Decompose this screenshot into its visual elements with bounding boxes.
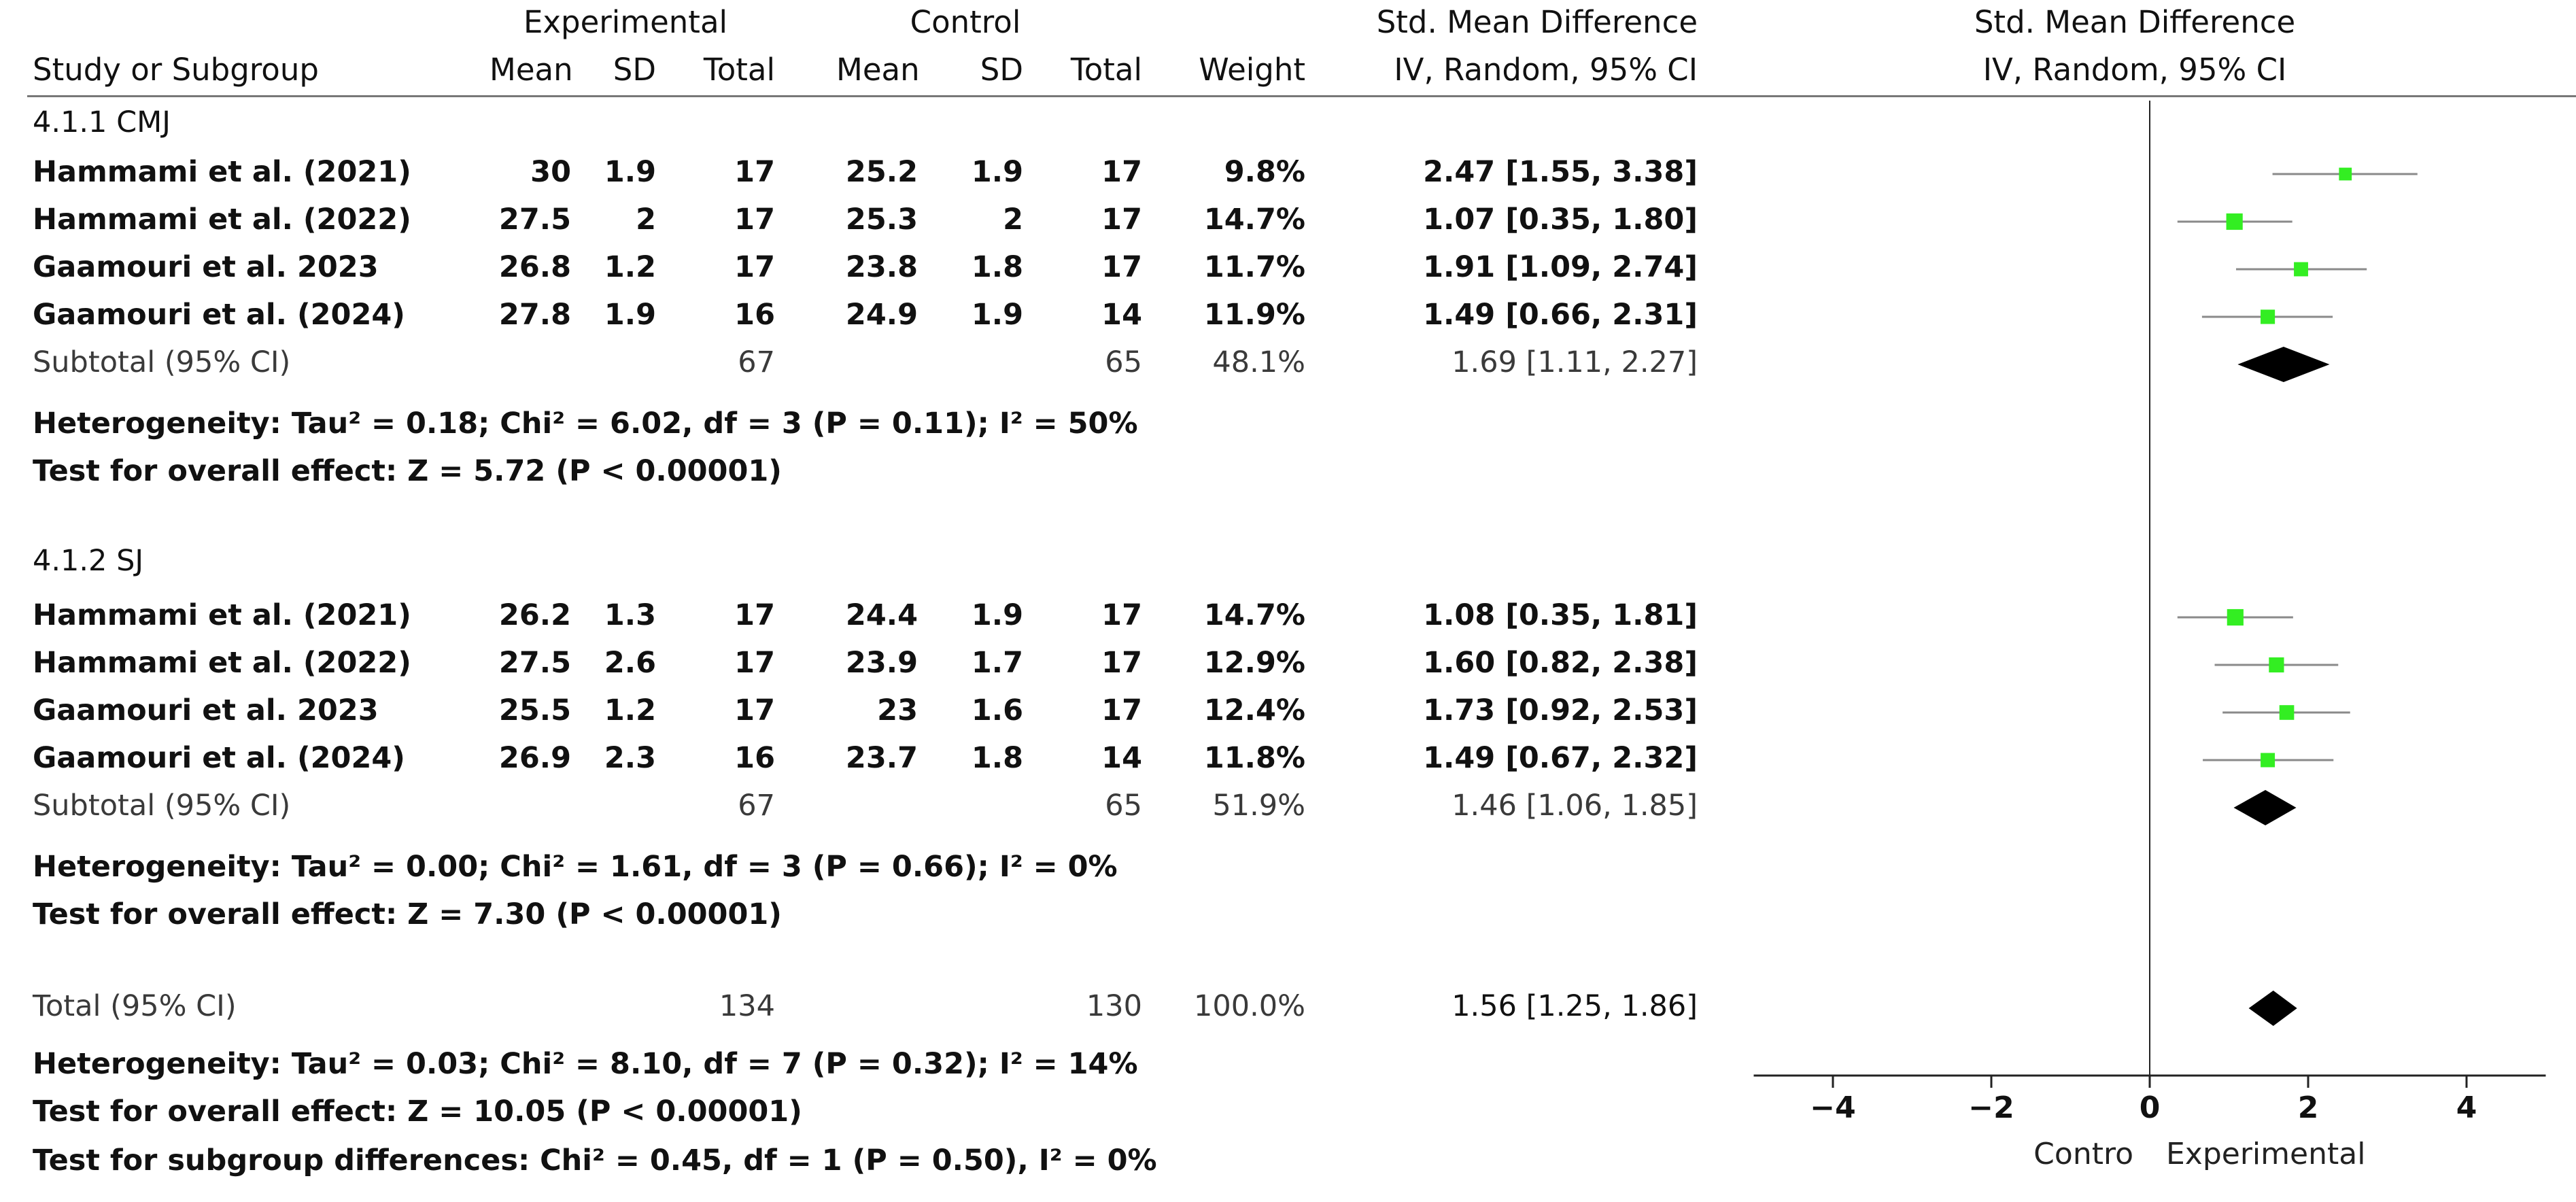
effect-ci: 1.91 [1.09, 2.74] [1423,250,1698,284]
ctl-total: 17 [1101,598,1142,632]
ctl-sd: 1.7 [971,646,1023,680]
x-tick-label: 2 [2297,1091,2319,1125]
ctl-sd: 1.9 [971,298,1023,332]
study-name: Gaamouri et al. 2023 [33,693,379,727]
exp-total: 67 [738,789,775,823]
control-header: Control [910,4,1021,40]
study-name: Gaamouri et al. (2024) [33,298,405,332]
exp-sd: 2.3 [604,741,656,775]
ctl-total: 17 [1101,250,1142,284]
subtotal-label: Subtotal (95% CI) [33,345,291,379]
weight: 11.9% [1203,298,1305,332]
exp-mean-header: Mean [490,52,573,88]
study-marker [2339,168,2352,181]
ctl-total: 14 [1101,298,1142,332]
exp-sd: 1.3 [604,598,656,632]
exp-total: 17 [734,203,775,237]
ctl-total: 17 [1101,203,1142,237]
ctl-mean: 25.3 [845,203,918,237]
x-tick-label: 0 [2139,1091,2161,1125]
exp-total: 16 [734,298,775,332]
subgroup-2-title: 4.1.2 SJ [33,544,144,578]
ctl-sd: 1.9 [971,155,1023,189]
study-name: Gaamouri et al. (2024) [33,741,405,775]
exp-total-header: Total [703,52,775,88]
effect-ci: 1.73 [0.92, 2.53] [1423,693,1698,727]
exp-total: 17 [734,155,775,189]
effect-ci: 1.69 [1.11, 2.27] [1452,345,1698,379]
total-overall-effect-note: Test for overall effect: Z = 10.05 (P < 0.00001) [33,1095,802,1129]
ctl-sd: 1.9 [971,598,1023,632]
exp-total: 134 [719,989,775,1023]
exp-sd: 1.9 [604,155,656,189]
exp-total: 17 [734,646,775,680]
ctl-sd: 1.6 [971,693,1023,727]
exp-sd: 1.2 [604,250,656,284]
ctl-mean: 23 [877,693,918,727]
axis-label-experimental: Experimental [2166,1137,2366,1171]
ctl-sd: 1.8 [971,250,1023,284]
weight: 9.8% [1224,155,1305,189]
exp-mean: 26.2 [498,598,571,632]
exp-sd: 2 [636,203,656,237]
weight: 48.1% [1212,345,1305,379]
weight: 51.9% [1212,789,1305,823]
plot-title: Std. Mean Difference [1974,4,2296,40]
exp-total: 16 [734,741,775,775]
ctl-total-header: Total [1070,52,1142,88]
subgroup-1-title: 4.1.1 CMJ [33,105,171,139]
weight: 12.9% [1203,646,1305,680]
study-marker [2227,213,2243,230]
smd-header: Std. Mean Difference [1376,4,1698,40]
effect-ci: 1.56 [1.25, 1.86] [1452,989,1698,1023]
subgroup-differences-note: Test for subgroup differences: Chi² = 0.45, df = 1 (P = 0.50), I² = 0% [33,1144,1157,1178]
x-tick-label: −4 [1810,1091,1856,1125]
ctl-mean: 23.8 [845,250,918,284]
weight-header: Weight [1199,52,1305,88]
study-marker [2227,609,2244,625]
exp-mean: 27.5 [498,646,571,680]
ctl-total: 17 [1101,693,1142,727]
ctl-mean-header: Mean [836,52,920,88]
weight: 12.4% [1203,693,1305,727]
exp-total: 17 [734,598,775,632]
x-tick-label: −2 [1968,1091,2014,1125]
ctl-sd: 2 [1003,203,1023,237]
effect-ci: 1.07 [0.35, 1.80] [1423,203,1698,237]
effect-ci: 1.49 [0.66, 2.31] [1423,298,1698,332]
effect-ci: 1.08 [0.35, 1.81] [1423,598,1698,632]
study-name: Hammami et al. (2021) [33,155,411,189]
exp-mean: 25.5 [498,693,571,727]
exp-total: 17 [734,250,775,284]
exp-sd: 2.6 [604,646,656,680]
study-name: Hammami et al. (2021) [33,598,411,632]
study-marker [2261,309,2275,324]
ctl-total: 65 [1105,789,1142,823]
axis-label-control: Contro [2033,1137,2133,1171]
ctl-sd-header: SD [980,52,1023,88]
ctl-mean: 24.4 [845,598,918,632]
ctl-total: 65 [1105,345,1142,379]
exp-mean: 26.9 [498,741,571,775]
weight: 11.7% [1203,250,1305,284]
ctl-total: 14 [1101,741,1142,775]
total-label: Total (95% CI) [33,989,237,1023]
exp-mean: 27.8 [498,298,571,332]
exp-mean: 27.5 [498,203,571,237]
exp-total: 67 [738,345,775,379]
study-marker [2280,705,2295,720]
plot-method: IV, Random, 95% CI [1982,52,2287,88]
effect-ci: 1.46 [1.06, 1.85] [1452,789,1698,823]
ci-method-header: IV, Random, 95% CI [1394,52,1698,88]
study-name: Hammami et al. (2022) [33,646,411,680]
exp-total: 17 [734,693,775,727]
study-name: Gaamouri et al. 2023 [33,250,379,284]
exp-sd-header: SD [613,52,656,88]
study-marker [2294,262,2308,277]
study-marker [2261,753,2275,768]
total-diamond [2249,991,2297,1026]
weight: 14.7% [1203,203,1305,237]
ctl-sd: 1.8 [971,741,1023,775]
subtotal-diamond [2233,790,2296,825]
ctl-mean: 23.9 [845,646,918,680]
effect-ci: 1.49 [0.67, 2.32] [1423,741,1698,775]
overall-effect-note: Test for overall effect: Z = 5.72 (P < 0.00001) [33,454,782,488]
x-tick-label: 4 [2456,1091,2477,1125]
exp-sd: 1.9 [604,298,656,332]
subtotal-diamond [2237,347,2329,382]
effect-ci: 1.60 [0.82, 2.38] [1423,646,1698,680]
ctl-total: 130 [1086,989,1142,1023]
exp-mean: 26.8 [498,250,571,284]
total-heterogeneity-note: Heterogeneity: Tau² = 0.03; Chi² = 8.10, df = 7 (P = 0.32); I² = 14% [33,1047,1138,1081]
subtotal-label: Subtotal (95% CI) [33,789,291,823]
overall-effect-note: Test for overall effect: Z = 7.30 (P < 0.00001) [33,897,782,931]
exp-mean: 30 [530,155,571,189]
weight: 14.7% [1203,598,1305,632]
experimental-header: Experimental [523,4,728,40]
ctl-mean: 24.9 [845,298,918,332]
study-name: Hammami et al. (2022) [33,203,411,237]
heterogeneity-note: Heterogeneity: Tau² = 0.00; Chi² = 1.61, df = 3 (P = 0.66); I² = 0% [33,850,1118,884]
study-column-header: Study or Subgroup [33,52,319,88]
effect-ci: 2.47 [1.55, 3.38] [1423,155,1698,189]
weight: 11.8% [1203,741,1305,775]
ctl-total: 17 [1101,155,1142,189]
heterogeneity-note: Heterogeneity: Tau² = 0.18; Chi² = 6.02, df = 3 (P = 0.11); I² = 50% [33,407,1138,441]
ctl-mean: 23.7 [845,741,918,775]
study-marker [2269,657,2284,672]
ctl-mean: 25.2 [845,155,918,189]
weight: 100.0% [1194,989,1305,1023]
exp-sd: 1.2 [604,693,656,727]
ctl-total: 17 [1101,646,1142,680]
